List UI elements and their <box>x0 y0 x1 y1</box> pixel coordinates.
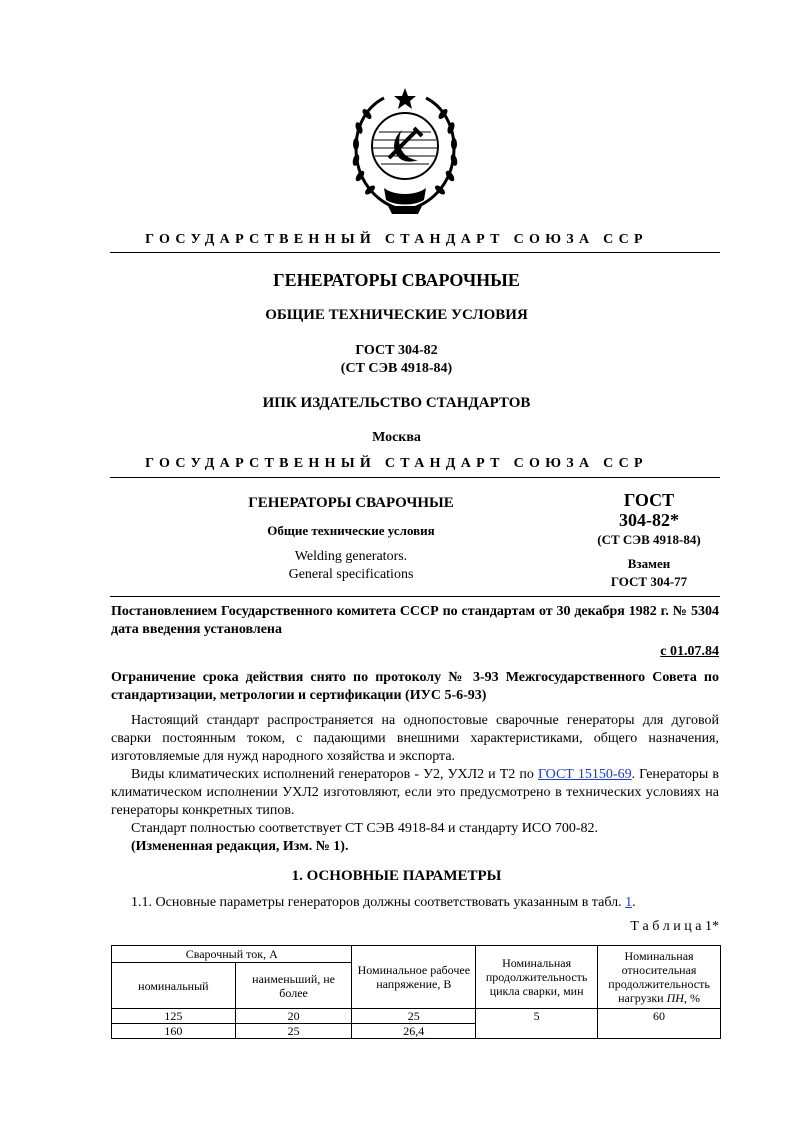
restriction-text: Ограничение срока действия снято по протоколу № 3-93 Межгосударственного Совета по стандартизации, метрологии и сертификации (ИУС 5-6-93) <box>111 670 719 703</box>
cmea-code: (СТ СЭВ 4918-84) <box>597 532 701 547</box>
title-block-left <box>111 494 591 584</box>
min-current-cell: 20 <box>235 1009 352 1024</box>
table-row <box>112 1009 721 1024</box>
divider-3 <box>110 596 720 597</box>
body-text <box>111 712 719 856</box>
publisher: ИПК ИЗДАТЕЛЬСТВО СТАНДАРТОВ <box>262 395 531 411</box>
paragraph-scope: Настоящий стандарт распространяется на однопостовые сварочные генераторы для дуговой сварки постоянным током, с падающими внешними характеристиками, общего назначения, изготовляемые для нужд народного хозяйства и экспорта. <box>111 713 719 764</box>
nominal-current-cell: 160 <box>112 1024 236 1039</box>
gost-label: ГОСТ <box>623 490 675 510</box>
cmea-number: (СТ СЭВ 4918-84) <box>340 361 453 376</box>
climate-text-start: Виды климатических исполнений генераторов - У2, УХЛ2 и Т2 по <box>131 767 538 782</box>
cycle-header: Номинальная продолжительность цикла сварки, мин <box>476 946 598 1009</box>
paragraph-amendment: (Измененная редакция, Изм. № 1). <box>131 839 349 854</box>
cycle-cell: 5 <box>476 1009 598 1039</box>
duty-cell: 60 <box>598 1009 721 1039</box>
standard-subtitle-ru: Общие технические условия <box>267 523 435 538</box>
voltage-header: Номинальное рабочее напряжение, В <box>352 946 476 1009</box>
table-caption: Т а б л и ц а 1* <box>630 919 719 934</box>
nominal-current-cell: 125 <box>112 1009 236 1024</box>
nominal-current-header: номинальный <box>112 963 236 1009</box>
gost-number: ГОСТ 304-82 <box>355 343 438 358</box>
replaces-gost: ГОСТ 304-77 <box>610 574 688 589</box>
standard-name-ru: ГЕНЕРАТОРЫ СВАРОЧНЫЕ <box>248 495 454 511</box>
welding-current-header: Сварочный ток, А <box>112 946 352 963</box>
climate-text-end: . Генераторы в климатическом исполнении УХЛ2 изготовляют, если это предусмотрено в технических условиях на генераторы конкретных типов. <box>111 767 719 818</box>
clause-end: . <box>632 895 636 910</box>
duty-header-text: Номинальная относительная продолжительность нагрузки <box>608 949 710 1005</box>
standard-name-en-line2: General specifications <box>288 567 414 582</box>
table-header-row <box>112 946 721 963</box>
title-block-right <box>581 490 717 591</box>
paragraph-compliance: Стандарт полностью соответствует СТ СЭВ 4918-84 и стандарту ИСО 700-82. <box>131 821 598 836</box>
standard-name-en-line1: Welding generators. <box>294 549 408 564</box>
duty-header <box>598 946 721 1009</box>
min-current-cell: 25 <box>235 1024 352 1039</box>
divider-2 <box>110 477 720 478</box>
table-1-link[interactable]: 1 <box>625 895 633 910</box>
document-subtitle: ОБЩИЕ ТЕХНИЧЕСКИЕ УСЛОВИЯ <box>265 307 528 323</box>
state-standard-banner-2: ГОСУДАРСТВЕННЫЙ СТАНДАРТ СОЮЗА ССР <box>145 456 648 471</box>
gost-15150-link[interactable]: ГОСТ 15150-69 <box>537 767 632 782</box>
clause-1-1 <box>111 894 719 912</box>
voltage-cell: 26,4 <box>352 1024 476 1039</box>
section-heading: 1. ОСНОВНЫЕ ПАРАМЕТРЫ <box>291 868 502 884</box>
voltage-cell: 25 <box>352 1009 476 1024</box>
min-current-header: наименьший, не более <box>235 963 352 1009</box>
state-standard-banner: ГОСУДАРСТВЕННЫЙ СТАНДАРТ СОЮЗА ССР <box>145 232 648 247</box>
effective-date: с 01.07.84 <box>660 644 719 659</box>
duty-unit: , % <box>683 991 700 1005</box>
document-title: ГЕНЕРАТОРЫ СВАРОЧНЫЕ <box>273 270 520 290</box>
decree-text: Постановлением Государственного комитета СССР по стандартам от 30 декабря 1982 г. № 5304 дата введения установлена <box>111 604 719 637</box>
replaces-label: Взамен <box>627 556 671 571</box>
parameters-table <box>111 945 721 1039</box>
publisher-city: Москва <box>372 430 421 445</box>
duty-symbol: ПН <box>666 991 684 1005</box>
divider <box>110 252 720 253</box>
gost-code: 304-82* <box>619 510 679 530</box>
clause-text: 1.1. Основные параметры генераторов должны соответствовать указанным в табл. <box>131 895 626 910</box>
ussr-emblem-icon <box>344 84 466 219</box>
paragraph-climate <box>111 766 719 820</box>
